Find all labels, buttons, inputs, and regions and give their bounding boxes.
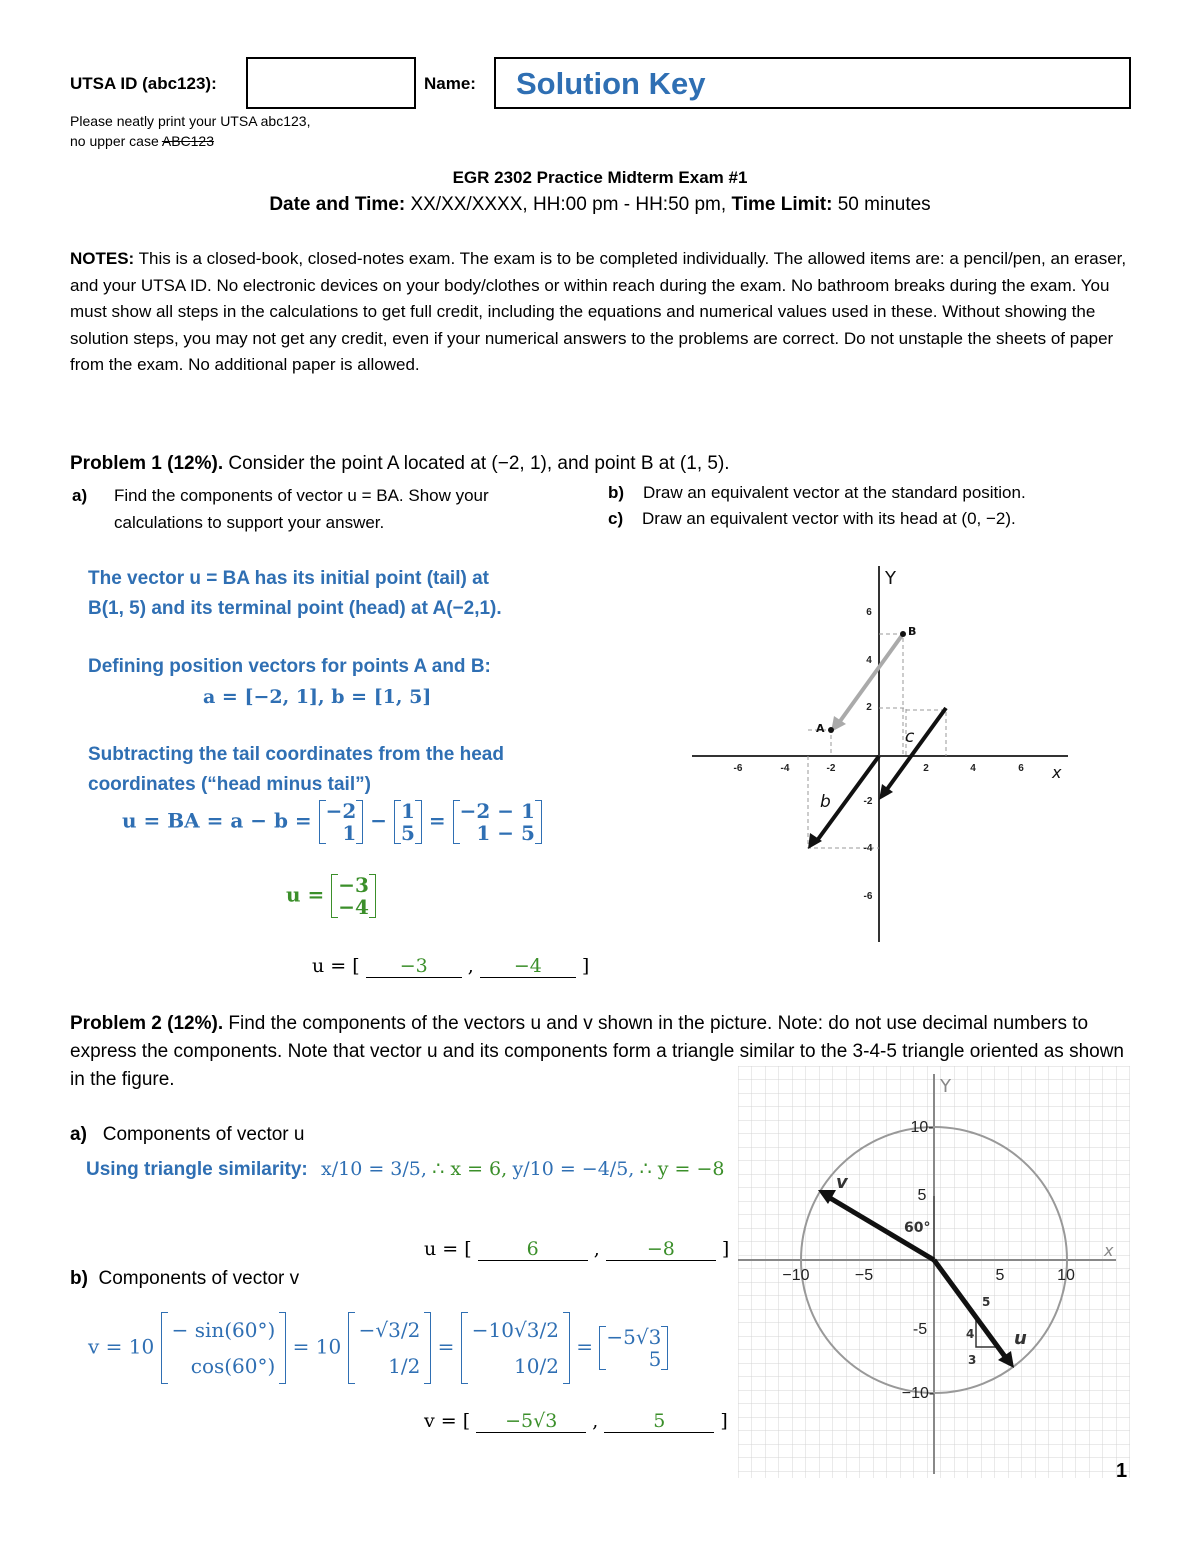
graph2-tri-5: 5 (982, 1295, 991, 1309)
problem1-answer: u = [ −3 , −4 ] (312, 955, 590, 977)
problem1-statement: Consider the point A located at (−2, 1), and point B at (1, 5). (223, 453, 730, 474)
problem1-part-bc (608, 480, 1026, 532)
solution-line5: Subtracting the tail coordinates from the head (88, 744, 504, 765)
problem2-part-a (70, 1124, 304, 1146)
graph1-x-tick: 6 (1018, 763, 1024, 774)
graph1-point-a (828, 727, 834, 733)
name-value: Solution Key (516, 66, 706, 101)
instruction-prefix: no upper case (70, 133, 162, 149)
solution-line1: The vector u = BA has its initial point (tail) at (88, 568, 489, 589)
p2-part-a-label: a) (70, 1124, 87, 1145)
graph2-tri-3: 3 (968, 1353, 977, 1367)
graph1-y-tick: -6 (863, 891, 873, 902)
part-c-label: c) (608, 509, 624, 528)
graph1-y-tick: 4 (866, 655, 872, 666)
solution-line2: B(1, 5) and its terminal point (head) at A(−2,1). (88, 598, 502, 619)
matrix-b: 1 5 (394, 800, 422, 844)
problem1-solution (88, 564, 504, 800)
p2-part-b-label: b) (70, 1268, 88, 1289)
answer-suffix: ] (581, 955, 590, 977)
graph1-y-label: Y (885, 568, 896, 589)
graph2 (738, 1066, 1130, 1478)
id-field[interactable] (246, 57, 416, 109)
exam-datetime (0, 194, 1200, 216)
graph1-label-c: c (905, 727, 915, 747)
id-label: UTSA ID (abc123): (70, 74, 217, 93)
matrix-diff: −2 − 1 1 − 5 (453, 800, 542, 844)
answer-x[interactable]: −3 (366, 955, 462, 978)
u-x-answer[interactable]: 6 (478, 1238, 588, 1261)
problem2-title: Problem 2 (12%). (70, 1013, 224, 1034)
graph1-point-b (900, 631, 906, 637)
u-y-answer[interactable]: −8 (606, 1238, 716, 1261)
solution-line3: Defining position vectors for points A and B: (88, 656, 491, 677)
part-a-label: a) (72, 486, 88, 505)
part-c-text: Draw an equivalent vector with its head at (0, −2). (642, 509, 1016, 528)
solution-line6: coordinates (“head minus tail”) (88, 774, 371, 795)
p2-part-a-text: Components of vector u (102, 1124, 305, 1145)
graph2-angle-label: 60° (904, 1220, 931, 1236)
graph1-y-tick: 6 (866, 607, 872, 618)
graph1-label-a: A (816, 722, 825, 735)
id-instruction-line1: Please neatly print your UTSA abc123, (70, 113, 311, 129)
graph2-v-label: v (836, 1172, 848, 1193)
graph2-u-label: u (1014, 1328, 1027, 1349)
graph1-y-tick: -2 (863, 796, 873, 807)
p2-eq-x: ∴ x = 6, (432, 1158, 508, 1180)
time-limit-value: 50 minutes (832, 194, 931, 215)
instruction-strike: ABC123 (161, 133, 215, 149)
time-limit-label: Time Limit: (731, 194, 833, 215)
id-instruction-line2 (70, 131, 310, 151)
v-y-answer[interactable]: 5 (604, 1410, 714, 1433)
problem2-u-answer: u = [ 6 , −8 ] (424, 1238, 730, 1260)
matrix-root: −√3/2 1/2 (348, 1312, 432, 1384)
graph1-x-tick: 2 (923, 763, 929, 774)
p2-method-label: Using triangle similarity: (86, 1159, 308, 1180)
problem2-v-derivation: v = 10 − sin(60°) cos(60°) = 10 −√3/2 1/2 = −10√3/2 10/2 = −5√3 5 (88, 1312, 668, 1384)
part-b-label: b) (608, 483, 625, 502)
graph2-y-tick: 10- (910, 1119, 934, 1136)
graph1 (688, 560, 1078, 945)
graph1-x-tick: -2 (826, 763, 836, 774)
part-b-text: Draw an equivalent vector at the standard position. (642, 483, 1026, 502)
problem2-part-b (70, 1268, 299, 1290)
matrix-v: −5√3 5 (599, 1326, 668, 1370)
matrix-a: −2 1 (319, 800, 364, 844)
graph1-x-label: x (1052, 763, 1062, 782)
graph1-label-b-vec: b (820, 792, 831, 812)
graph2-y-tick: −10- (901, 1385, 935, 1402)
graph1-x-tick: -6 (733, 763, 743, 774)
matrix-sincos: − sin(60°) cos(60°) (161, 1312, 287, 1384)
matrix-ten: −10√3/2 10/2 (461, 1312, 570, 1384)
problem1-part-a (72, 482, 572, 536)
problem2-v-answer: v = [ −5√3 , 5 ] (424, 1410, 728, 1432)
exam-title: EGR 2302 Practice Midterm Exam #1 (452, 168, 748, 187)
graph1-x-tick: -4 (780, 763, 790, 774)
graph2-x-label: x (1104, 1241, 1114, 1260)
problem1-subtraction: u = BA = a − b = −2 1 − 1 5 = −2 − 1 1 − 5 (122, 800, 542, 844)
name-field[interactable] (494, 57, 1131, 109)
notes-text: This is a closed-book, closed-notes exam. The exam is to be completed individually. The allowed items are: a pencil/pen, an eraser, and your UTSA ID. No electronic devices on your body/clothes or within reach during the exam. No bathroom breaks during the exam. You must show all steps in the calculations to get full credit, including the equations and numerical values used in these. Without showing the solution steps, you may not get any credit, even if your numerical answers to the problems are correct. Do not unstaple the sheets of paper from the exam. No additional paper is allowed. (70, 249, 1127, 375)
graph1-y-tick: -4 (863, 843, 873, 854)
datetime-value: XX/XX/XXXX, HH:00 pm - HH:50 pm, (405, 194, 732, 215)
graph2-x-tick: −5 (854, 1267, 874, 1284)
part-a-text: Find the components of vector u = BA. Show your calculations to support your answer. (114, 486, 489, 532)
problem2-method: Using triangle similarity: x/10 = 3/5, ∴ x = 6, y/10 = −4/5, ∴ y = −8 (86, 1158, 725, 1180)
problem1-title: Problem 1 (12%). (70, 453, 224, 474)
name-label: Name: (424, 74, 476, 93)
graph1-label-b: B (908, 625, 917, 638)
problem2-statement: Find the components of the vectors u and v shown in the picture. Note: do not use decimal numbers to express the components. Note that vector u and its components form a triangle similar to the 3-4-5 triangle oriented as shown in the figure. (70, 1013, 1124, 1090)
graph1-x-tick: 4 (970, 763, 976, 774)
graph2-tri-4: 4 (966, 1327, 975, 1341)
matrix-result: −3 −4 (331, 874, 376, 918)
datetime-label: Date and Time: (269, 194, 406, 215)
graph1-guides (808, 634, 946, 848)
graph1-vector-c (885, 708, 946, 792)
problem1-heading (70, 450, 730, 477)
page-number: 1 (1116, 1460, 1128, 1482)
answer-y[interactable]: −4 (480, 955, 576, 978)
notes-label: NOTES: (70, 249, 135, 268)
answer-prefix: u = [ (312, 955, 360, 977)
graph1-y-tick: 2 (866, 702, 872, 713)
graph2-x-tick: −10 (782, 1267, 810, 1284)
p2-part-b-text: Components of vector v (98, 1268, 300, 1289)
problem1-result: u = −3 −4 (286, 874, 376, 918)
p2-eq-y: ∴ y = −8 (639, 1158, 725, 1180)
graph2-y-tick: -5 (912, 1321, 928, 1338)
graph2-y-tick: 5 (917, 1187, 927, 1204)
solution-line4: a = [−2, 1], b = [1, 5] (203, 686, 432, 708)
graph2-x-tick: 10 (1057, 1267, 1075, 1284)
graph2-x-tick: 5 (995, 1267, 1005, 1284)
graph2-y-label: Y (940, 1076, 951, 1097)
id-instruction (70, 111, 310, 151)
exam-notes (70, 246, 1130, 379)
v-x-answer[interactable]: −5√3 (476, 1410, 586, 1433)
